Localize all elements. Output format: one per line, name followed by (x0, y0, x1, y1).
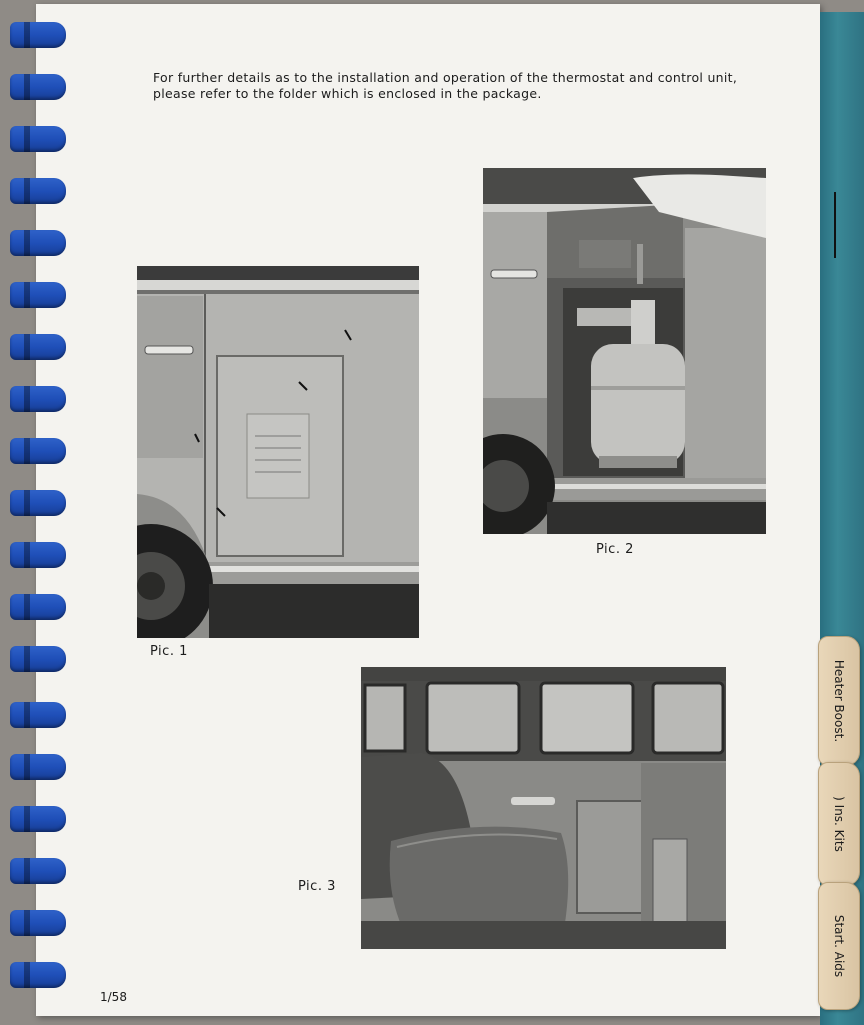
binding-ring (10, 594, 66, 620)
spine-mark (834, 192, 836, 258)
binding-ring (10, 910, 66, 936)
binding-ring (10, 74, 66, 100)
tab-ins-kits[interactable] (818, 762, 860, 886)
pic-2-caption: Pic. 2 (596, 542, 634, 557)
binding-ring (10, 858, 66, 884)
binding-ring (10, 282, 66, 308)
binding-ring (10, 178, 66, 204)
pic-3-caption: Pic. 3 (298, 879, 336, 894)
photo-gas-bottle-compartment (483, 168, 766, 534)
photo-interior-seat-heater (361, 667, 726, 949)
binding-ring (10, 542, 66, 568)
binding-ring (10, 962, 66, 988)
binding-ring (10, 386, 66, 412)
tab-label: Start. Aids (832, 914, 846, 978)
binding-ring (10, 490, 66, 516)
tab-heater-boost[interactable] (818, 636, 860, 766)
intro-paragraph: For further details as to the installation and operation of the thermostat and control unit, please refer to the folder which is enclosed in the package. (153, 70, 738, 101)
binding-ring (10, 230, 66, 256)
binding-ring (10, 702, 66, 728)
binding-ring (10, 126, 66, 152)
pic-1-caption: Pic. 1 (150, 644, 188, 659)
tab-start-aids[interactable] (818, 882, 860, 1010)
binding-ring (10, 754, 66, 780)
tab-label: Heater Boost. (832, 659, 846, 743)
photo-van-side-panel (137, 266, 419, 638)
spiral-binding (0, 0, 70, 1025)
binding-ring (10, 806, 66, 832)
binding-ring (10, 22, 66, 48)
binding-ring (10, 646, 66, 672)
binding-ring (10, 334, 66, 360)
tab-label: ) Ins. Kits (832, 796, 846, 852)
page-number: 1/58 (100, 990, 127, 1004)
binding-ring (10, 438, 66, 464)
